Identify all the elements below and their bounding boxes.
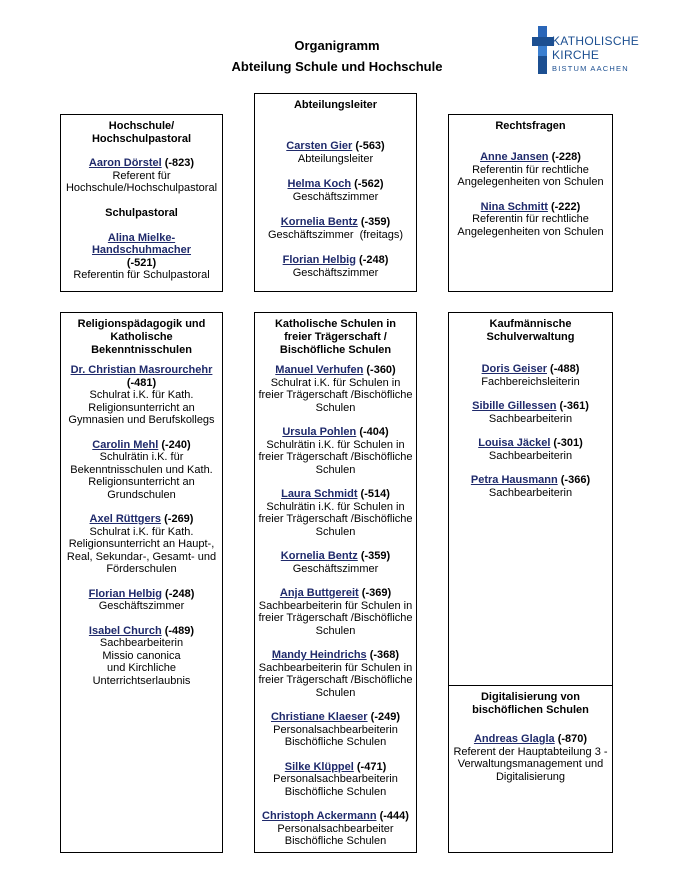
page-subtitle: Abteilung Schule und Hochschule (231, 59, 443, 74)
role-text: freier Trägerschaft /Bischöfliche (258, 513, 413, 525)
role-text: Geschäftszimmer (freitags) (267, 228, 404, 241)
phone-extension: (-481) (126, 376, 157, 389)
box-rechtsfragen (448, 114, 613, 292)
role-text: Bischöfliche Schulen (284, 736, 387, 748)
phone-extension: (-240) (158, 438, 191, 451)
box-katholische-schulen (254, 312, 417, 853)
box-abteilungsleiter (254, 93, 417, 292)
role-text: Digitalisierung (495, 770, 566, 783)
role-text: Schulrätin i.K. für Schulen in (266, 500, 405, 513)
phone-extension: (-222) (547, 200, 581, 213)
person-link[interactable]: Manuel Verhufen (275, 364, 364, 376)
role-text: Unterrichtserlaubnis (92, 674, 191, 687)
cross-icon (532, 26, 554, 74)
person-link[interactable]: Kornelia Bentz (280, 550, 358, 562)
phone-extension: (-269) (161, 513, 194, 525)
person-link[interactable]: Carolin Mehl (92, 438, 159, 451)
phone-extension: (-823) (161, 157, 195, 169)
role-text: Schulen (315, 624, 356, 637)
box-title: Hochschulpastoral (91, 133, 192, 145)
person-link[interactable]: Kornelia Bentz (280, 216, 358, 228)
box-title: Katholische (110, 331, 173, 343)
role-text: Sachbearbeiterin für Schulen in (258, 661, 413, 674)
role-text: Sachbearbeiterin (488, 449, 573, 462)
role-text: Schulrat i.K. für Kath. (89, 389, 194, 401)
person-link[interactable]: Ursula Pohlen (282, 426, 357, 438)
person-link[interactable]: Dr. Christian Masrourchehr (70, 364, 213, 376)
person-link[interactable]: Silke Klüppel (284, 760, 354, 773)
box-title: freier Trägerschaft / (284, 331, 387, 343)
logo-line2: KIRCHE (552, 48, 600, 62)
box-title: Hochschule/ (108, 120, 175, 132)
role-text: freier Trägerschaft /Bischöfliche (258, 451, 413, 463)
phone-extension: (-870) (554, 733, 588, 745)
role-text: Geschäftszimmer (292, 190, 379, 203)
role-text: Missio canonica (102, 649, 181, 662)
role-text: Sachbearbeiterin (488, 412, 573, 425)
phone-extension: (-301) (550, 437, 583, 449)
person-link[interactable]: Florian Helbig (88, 587, 162, 600)
role-text: und Kirchliche (106, 662, 177, 674)
role-text: Religionsunterricht an (88, 401, 195, 414)
role-text: Fachbereichsleiterin (481, 375, 580, 388)
role-text: Schulen (315, 401, 356, 414)
person-link[interactable]: Isabel Church (88, 624, 162, 637)
role-text: Referent der Hauptabteilung 3 - (453, 745, 608, 758)
role-text: Bekenntnisschulen und Kath. (70, 463, 213, 476)
role-text: freier Trägerschaft /Bischöfliche (258, 389, 413, 401)
role-text: Personalsachbearbeiter (277, 822, 394, 835)
role-text: Schulen (315, 525, 356, 538)
role-text: Personalsachbearbeiterin (273, 723, 398, 736)
logo-line3: BISTUM AACHEN (552, 64, 629, 73)
role-text: Angelegenheiten von Schulen (457, 176, 604, 188)
person-link[interactable]: Laura Schmidt (281, 488, 358, 500)
person-link[interactable]: Alina Mielke- (107, 231, 176, 244)
person-link[interactable]: Carsten Gier (286, 140, 353, 152)
role-text: Bischöfliche Schulen (284, 785, 387, 798)
role-text: Schulen (315, 463, 356, 476)
role-text: Religionsunterricht an (88, 476, 195, 488)
page-title: Organigramm (294, 38, 380, 53)
phone-extension: (-248) (161, 587, 195, 600)
person-link[interactable]: Aaron Dörstel (88, 157, 162, 169)
role-text: Hochschule/Hochschulpastoral (65, 182, 218, 194)
box-title: Digitalisierung von (480, 691, 580, 703)
phone-extension: (-514) (357, 488, 390, 500)
role-text: Schulrat i.K. für Kath. (89, 525, 194, 538)
box-title: bischöflichen Schulen (472, 704, 589, 716)
person-link[interactable]: Mandy Heindrichs (271, 649, 367, 661)
role-text: Geschäftszimmer (292, 266, 379, 279)
box-title: Katholische Schulen in (274, 318, 397, 330)
person-link[interactable]: Andreas Glagla (473, 733, 555, 745)
person-link[interactable]: Anne Jansen (480, 151, 549, 163)
phone-extension: (-361) (556, 400, 589, 412)
person-link[interactable]: Doris Geiser (481, 363, 547, 375)
person-link[interactable]: Sibille Gillessen (472, 400, 557, 412)
box-title: Rechtsfragen (495, 120, 566, 132)
phone-extension: (-228) (548, 151, 581, 163)
person-link[interactable]: Nina Schmitt (480, 200, 548, 213)
phone-extension: (-368) (366, 649, 400, 661)
role-text: Referentin für rechtliche (472, 163, 589, 176)
logo (532, 26, 662, 74)
phone-extension: (-369) (358, 587, 392, 599)
person-link[interactable]: Florian Helbig (282, 254, 356, 266)
box-title: Religionspädagogik und (77, 318, 206, 330)
person-link[interactable]: Louisa Jäckel (478, 437, 551, 449)
box-hochschule (60, 114, 223, 292)
phone-extension: (-249) (367, 711, 400, 723)
role-text: Sachbearbeiterin für Schulen in (258, 599, 413, 612)
person-link[interactable]: Axel Rüttgers (89, 513, 162, 525)
phone-extension: (-444) (376, 810, 409, 822)
role-text: Referentin für rechtliche (472, 213, 589, 225)
phone-extension: (-360) (363, 364, 396, 376)
phone-extension: (-359) (357, 216, 391, 228)
role-text: Schulrätin i.K. für Schulen in (266, 438, 405, 451)
phone-extension: (-562) (351, 178, 384, 190)
box-title: Abteilungsleiter (293, 99, 378, 111)
section-divider (449, 685, 612, 686)
box-title: Bekenntnisschulen (91, 344, 192, 356)
phone-extension: (-488) (547, 363, 580, 375)
phone-extension: (-366) (557, 474, 591, 486)
role-text: Religionsunterricht an Haupt-, (68, 538, 215, 550)
role-text: Abteilungsleiter (297, 152, 374, 165)
role-text: Förderschulen (106, 563, 177, 575)
phone-extension: (-248) (355, 254, 389, 266)
person-link[interactable]: Petra Hausmann (470, 474, 558, 486)
role-text: Referent für (112, 169, 171, 182)
role-text: Verwaltungsmanagement und (457, 758, 604, 770)
phone-extension: (-471) (353, 760, 387, 773)
section-title: Schulpastoral (105, 206, 178, 219)
person-link[interactable]: Handschuhmacher (91, 244, 192, 256)
person-link[interactable]: Helma Koch (287, 178, 352, 190)
role-text: Sachbearbeiterin (488, 486, 573, 499)
role-text: Geschäftszimmer (98, 600, 185, 612)
role-text: Referentin für Schulpastoral (73, 269, 210, 281)
role-text: Personalsachbearbeiterin (273, 773, 398, 785)
person-link[interactable]: Anja Buttgereit (279, 587, 359, 599)
role-text: Bischöfliche Schulen (284, 835, 387, 847)
digitalisierung-section (449, 691, 612, 783)
role-text: freier Trägerschaft /Bischöfliche (258, 612, 413, 624)
role-text: Sachbearbeiterin (99, 637, 184, 649)
box-title: Bischöfliche Schulen (279, 344, 392, 356)
box-title: Kaufmännische (489, 318, 572, 330)
role-text: Geschäftszimmer (292, 562, 379, 575)
phone-extension: (-489) (161, 624, 195, 637)
logo-line1: KATHOLISCHE (552, 34, 640, 48)
role-text: Gymnasien und Berufskollegs (68, 414, 215, 426)
person-link[interactable]: Christoph Ackermann (262, 810, 377, 822)
role-text: Real, Sekundar-, Gesamt- und (66, 550, 217, 563)
phone-extension: (-563) (352, 140, 385, 152)
box-religionspaedagogik (60, 312, 223, 853)
phone-extension: (-404) (356, 426, 389, 438)
role-text: Schulrätin i.K. für (99, 451, 184, 463)
role-text: freier Trägerschaft /Bischöfliche (258, 674, 413, 686)
role-text: Grundschulen (107, 488, 176, 501)
box-kaufmaennisch (448, 312, 613, 853)
box-title: Schulverwaltung (486, 331, 575, 343)
phone-extension: (-359) (357, 550, 391, 562)
phone-extension: (-521) (126, 256, 157, 269)
role-text: Angelegenheiten von Schulen (457, 225, 604, 238)
role-text: Schulen (315, 686, 356, 699)
role-text: Schulrat i.K. für Schulen in (270, 376, 401, 389)
person-link[interactable]: Christiane Klaeser (270, 711, 368, 723)
